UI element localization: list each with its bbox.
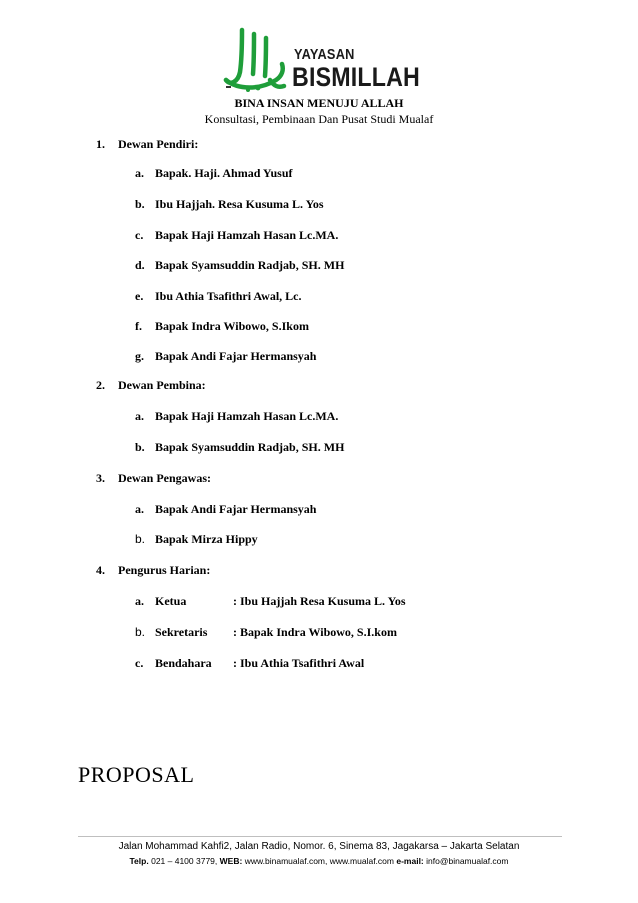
item-text: Ibu Athia Tsafithri Awal, Lc. xyxy=(155,289,302,303)
web-label: WEB: xyxy=(219,856,243,866)
section-heading xyxy=(96,471,211,486)
item-text: Bapak Indra Wibowo, S.Ikom xyxy=(155,319,309,333)
email-label: e-mail: xyxy=(396,856,424,866)
list-item xyxy=(135,502,316,517)
logo-text-yayasan: YAYASAN xyxy=(294,46,355,63)
section-number: 3. xyxy=(96,471,105,485)
item-letter: e. xyxy=(135,289,144,303)
item-letter: b. xyxy=(135,440,145,454)
email-value: info@binamualaf.com xyxy=(426,856,509,866)
list-item xyxy=(135,532,258,547)
list-item xyxy=(135,258,344,273)
item-letter: a. xyxy=(135,594,144,608)
list-item xyxy=(135,594,406,609)
telp-value: 021 – 4100 3779, xyxy=(151,856,218,866)
list-item xyxy=(135,625,397,640)
list-item xyxy=(135,197,324,212)
item-text: : Ibu Hajjah Resa Kusuma L. Yos xyxy=(233,594,406,608)
section-title: Dewan Pembina: xyxy=(118,378,206,392)
section-heading xyxy=(96,137,198,152)
section-number: 4. xyxy=(96,563,105,577)
item-letter: g. xyxy=(135,349,144,363)
item-text: Ibu Hajjah. Resa Kusuma L. Yos xyxy=(155,197,324,211)
logo-text-bismillah: BISMILLAH xyxy=(292,62,420,92)
item-role: Sekretaris xyxy=(155,625,208,639)
item-text: Bapak Syamsuddin Radjab, SH. MH xyxy=(155,258,345,272)
telp-label: Telp. xyxy=(129,856,149,866)
item-text: Bapak Haji Hamzah Hasan Lc.MA. xyxy=(155,228,339,242)
section-heading xyxy=(96,378,206,393)
item-letter: b. xyxy=(135,532,146,546)
item-role: Ketua xyxy=(155,594,187,608)
item-text: : Bapak Indra Wibowo, S.I.kom xyxy=(233,625,397,639)
item-letter: f. xyxy=(135,319,142,333)
list-item xyxy=(135,228,338,243)
list-item xyxy=(135,289,301,304)
item-text: Bapak. Haji. Ahmad Yusuf xyxy=(155,166,293,180)
item-letter: a. xyxy=(135,166,144,180)
tagline: BINA INSAN MENUJU ALLAH xyxy=(234,96,404,110)
section-title: Pengurus Harian: xyxy=(118,563,211,577)
footer-address: Jalan Mohammad Kahfi2, Jalan Radio, Nomor. 6, Sinema 83, Jagakarsa – Jakarta Selatan xyxy=(118,841,520,852)
footer-divider xyxy=(78,836,562,837)
section-title: Dewan Pendiri: xyxy=(118,137,199,151)
item-letter: c. xyxy=(135,228,144,242)
list-item xyxy=(135,656,364,671)
item-text: Bapak Andi Fajar Hermansyah xyxy=(155,349,317,363)
item-letter: b. xyxy=(135,197,145,211)
section-title: Dewan Pengawas: xyxy=(118,471,211,485)
item-letter: a. xyxy=(135,502,144,516)
item-letter: c. xyxy=(135,656,144,670)
section-number: 2. xyxy=(96,378,105,392)
list-item xyxy=(135,319,309,334)
web-value: www.binamualaf.com, www.mualaf.com xyxy=(244,856,394,866)
item-letter: a. xyxy=(135,409,144,423)
item-text: Bapak Andi Fajar Hermansyah xyxy=(155,502,317,516)
section-number: 1. xyxy=(96,137,105,151)
item-role: Bendahara xyxy=(155,656,212,670)
item-letter: b. xyxy=(135,625,146,639)
item-text: : Ibu Athia Tsafithri Awal xyxy=(233,656,365,670)
item-letter: d. xyxy=(135,258,145,272)
item-text: Bapak Mirza Hippy xyxy=(155,532,258,546)
yayasan-logo xyxy=(220,24,420,96)
proposal-heading: PROPOSAL xyxy=(78,762,195,787)
subtagline: Konsultasi, Pembinaan Dan Pusat Studi Mualaf xyxy=(204,112,434,126)
section-heading xyxy=(96,563,210,578)
item-text: Bapak Syamsuddin Radjab, SH. MH xyxy=(155,440,345,454)
item-text: Bapak Haji Hamzah Hasan Lc.MA. xyxy=(155,409,339,423)
dash-mark xyxy=(226,86,231,88)
footer-contact xyxy=(0,856,638,866)
list-item xyxy=(135,349,316,364)
list-item xyxy=(135,166,293,181)
list-item xyxy=(135,440,344,455)
list-item xyxy=(135,409,338,424)
